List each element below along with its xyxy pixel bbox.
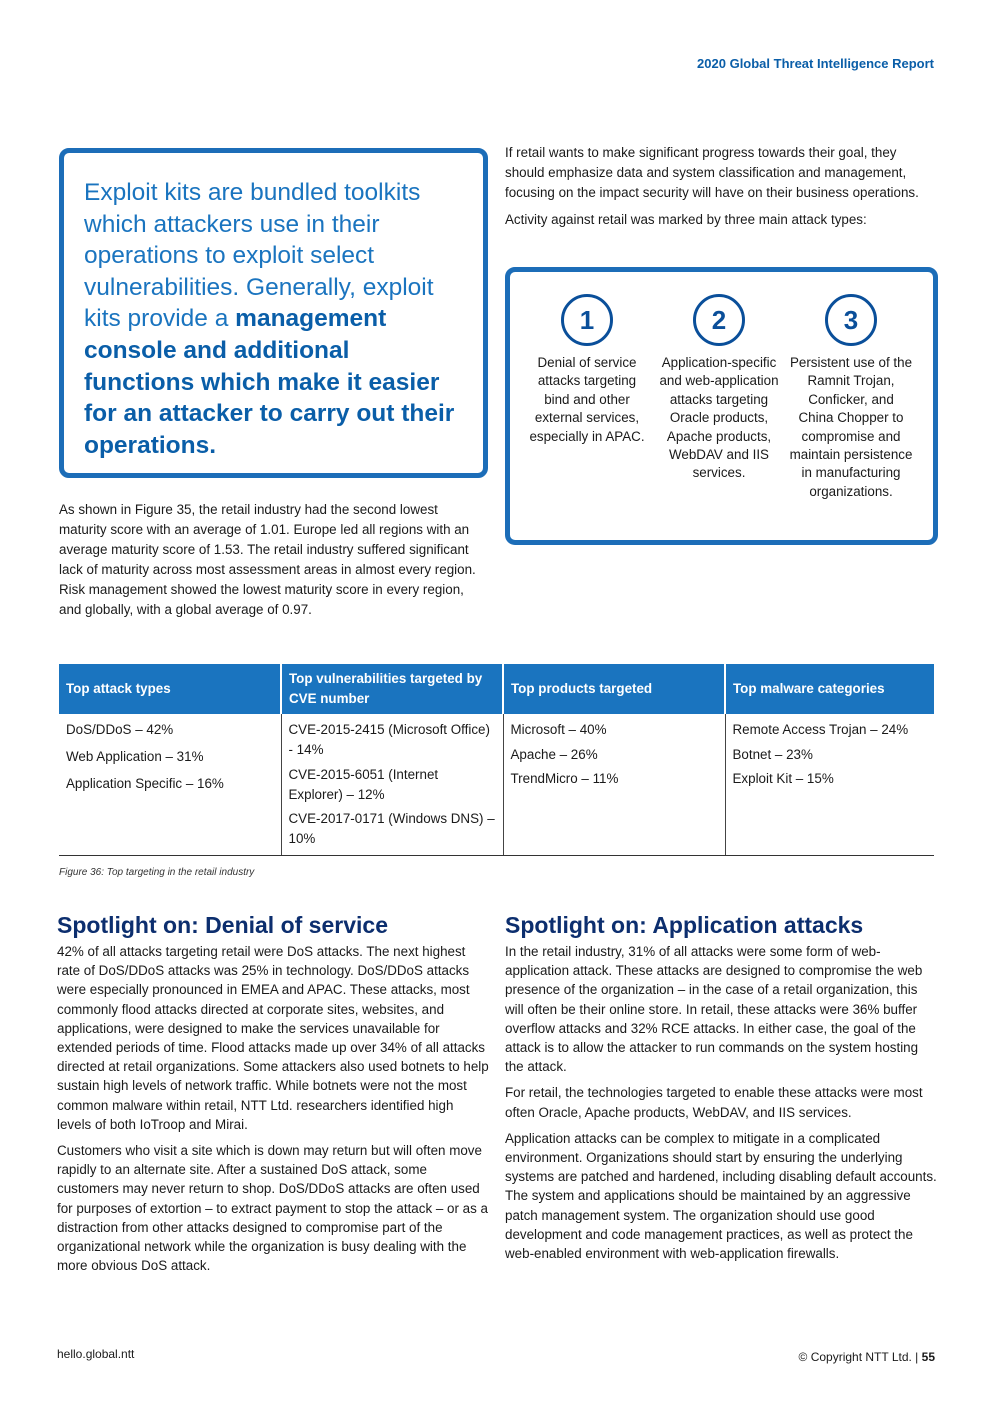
attack-types-cell	[59, 714, 281, 855]
cell-item: TrendMicro – 11%	[510, 771, 619, 786]
products-cell	[503, 714, 725, 855]
attack-type-item	[789, 294, 913, 501]
copyright-text: © Copyright NTT Ltd. |	[798, 1350, 919, 1364]
spotlight-app-section	[505, 911, 937, 1263]
table-row	[59, 714, 934, 855]
attack-type-text: Persistent use of the Ramnit Trojan, Conficker, and China Chopper to compromise and maintain persistence in manufacturing organizations.	[789, 355, 913, 499]
spotlight-dos-title: Spotlight on: Denial of service	[57, 912, 388, 938]
attack-type-text: Application-specific and web-application attacks targeting Oracle products, Apache products, WebDAV and IIS services.	[659, 355, 779, 481]
attack-type-item	[525, 294, 649, 446]
header-products: Top products targeted	[503, 664, 725, 714]
cell-item: DoS/DDoS – 42%	[66, 722, 174, 737]
cell-item: Botnet – 23%	[732, 746, 813, 762]
exploit-kit-callout	[59, 148, 488, 478]
maturity-paragraph: As shown in Figure 35, the retail industry had the second lowest maturity score with an average of 1.01. Europe led all regions with an average maturity score of 1.53. The retail industry suffered significant lack of maturity across most assessment areas in almost every region. Risk management showed the lowest maturity score in every region, and globally, with a global average of 0.97.	[59, 502, 476, 617]
header-vulnerabilities: Top vulnerabilities targeted by CVE number	[281, 664, 503, 714]
header-attack-types: Top attack types	[59, 664, 281, 714]
spotlight-dos-paragraph: Customers who visit a site which is down may return but will often move rapidly to an alternate site. After a sustained DoS attack, some customers may never return to shop. DoS/DDoS attacks are often used for purposes of extortion – to extract payment to stop the attack – or as a distraction from other attacks designed to compromise part of the organizational network while the organization is busy dealing with the more obvious DoS attack.	[57, 1143, 488, 1274]
attack-number-badge: 1	[561, 294, 613, 346]
spotlight-app-paragraph: In the retail industry, 31% of all attacks were some form of web-application attack. These attacks are designed to compromise the web presence of the organization – in the case of a retail organization, this will often be their online store. In retail, these attacks were 36% buffer overflow attacks and 32% RCE attacks. In either case, the goal of the attack is to allow the attacker to run commands on the system hosting the attack.	[505, 944, 923, 1075]
attack-number-badge: 3	[825, 294, 877, 346]
figure-caption: Figure 36: Top targeting in the retail industry	[59, 867, 255, 878]
cell-item: CVE-2015-6051 (Internet Explorer) – 12%	[288, 766, 439, 802]
spotlight-app-title: Spotlight on: Application attacks	[505, 912, 864, 938]
vulnerabilities-cell	[281, 714, 503, 855]
attack-type-text: Denial of service attacks targeting bind and other external services, especially in APAC.	[529, 355, 645, 444]
cell-item: CVE-2015-2415 (Microsoft Office) - 14%	[288, 722, 490, 757]
cell-item: CVE-2017-0171 (Windows DNS) – 10%	[288, 811, 495, 846]
cell-item: Remote Access Trojan – 24%	[732, 722, 909, 737]
attack-types-lead-in: Activity against retail was marked by three main attack types:	[505, 212, 867, 227]
spotlight-app-paragraph: Application attacks can be complex to mitigate in a complicated environment. Organizations should start by ensuring the underlying systems are patched and hardened, including disabling default accounts. The system and applications should be maintained by an aggressive patch management system. The organization should use good development and code management practices, as well as protect the web-enabled environment with web-application firewalls.	[505, 1130, 937, 1262]
cell-item: Apache – 26%	[510, 746, 598, 762]
callout-text-bold: management console and additional functions which make it easier for an attacker to carry out their operations.	[84, 305, 455, 459]
footer-website-link[interactable]: hello.global.ntt	[57, 1347, 135, 1361]
retail-targeting-table	[59, 664, 934, 856]
header-malware: Top malware categories	[725, 664, 934, 714]
retail-intro	[505, 143, 937, 230]
cell-item: Web Application – 31%	[66, 749, 204, 764]
malware-cell	[725, 714, 934, 855]
spotlight-app-paragraph: For retail, the technologies targeted to enable these attacks were most often Oracle, Apache products, WebDAV, and IIS services.	[505, 1085, 923, 1120]
report-title: 2020 Global Threat Intelligence Report	[697, 56, 934, 71]
callout-text-plain: Exploit kits are bundled toolkits which attackers use in their operations to exploit select vulnerabilities. Generally, exploit kits provide a	[84, 179, 434, 333]
spotlight-dos-paragraph: 42% of all attacks targeting retail were DoS attacks. The next highest rate of DoS/DDoS attacks was 25% in technology. DoS/DDoS attacks were especially pronounced in EMEA and APAC. These attacks, most commonly flood attacks directed at corporate sites, websites, and applications, were designed to make the services unavailable for extended periods of time. Flood attacks made up over 34% of all attacks directed at retail organizations. Some attackers also used botnets to help sustain high levels of network traffic. While botnets were not the most common malware within retail, NTT Ltd. researchers identified high levels of both IoTroop and Mirai.	[57, 944, 489, 1132]
cell-item: Microsoft – 40%	[510, 722, 607, 737]
table-header-row	[59, 664, 934, 714]
cell-item: Exploit Kit – 15%	[732, 771, 834, 786]
attack-types-box	[505, 267, 938, 545]
attack-number-badge: 2	[693, 294, 745, 346]
callout-text	[84, 177, 463, 461]
retail-intro-paragraph: If retail wants to make significant progress towards their goal, they should emphasize data and system classification and management, focusing on the impact security will have on their business operations.	[505, 145, 919, 200]
footer-copyright	[799, 1350, 935, 1364]
cell-item: Application Specific – 16%	[66, 776, 224, 791]
page-number: 55	[921, 1350, 935, 1364]
spotlight-dos-section	[57, 911, 489, 1275]
attack-type-item	[657, 294, 781, 483]
